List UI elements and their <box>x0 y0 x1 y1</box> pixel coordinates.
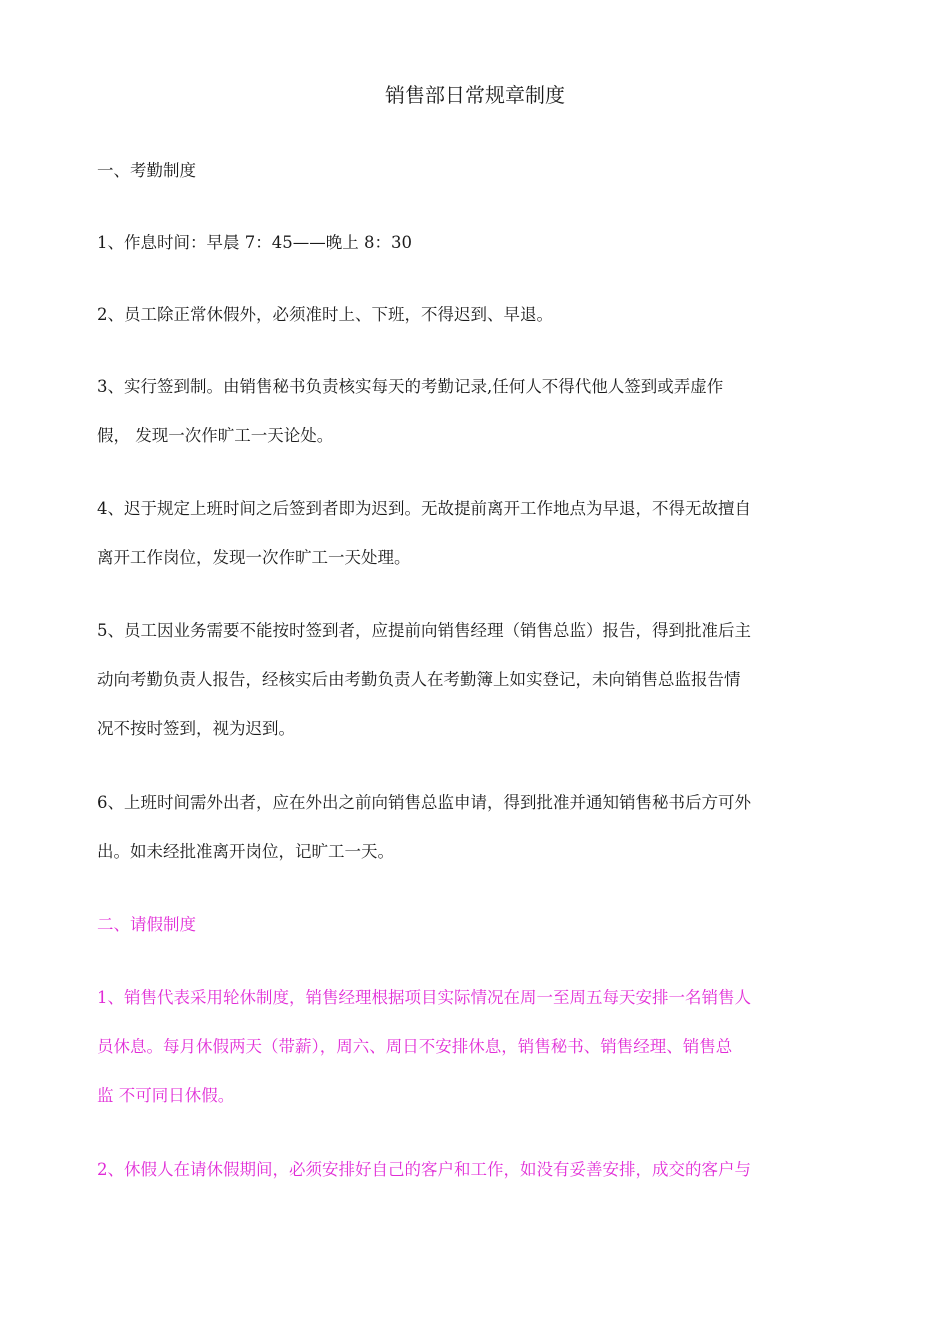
attendance-item-4 <box>97 484 857 582</box>
paragraph-line: 离开工作岗位，发现一次作旷工一天处理。 <box>97 548 411 567</box>
paragraph-line: 5、员工因业务需要不能按时签到者，应提前向销售经理（销售总监）报告，得到批准后主 <box>97 621 751 640</box>
paragraph-line: 动向考勤负责人报告，经核实后由考勤负责人在考勤簿上如实登记，未向销售总监报告情 <box>97 670 741 689</box>
leave-item-1 <box>97 973 857 1120</box>
paragraph-line: 出。如未经批准离开岗位，记旷工一天。 <box>97 842 394 861</box>
attendance-item-3 <box>97 362 857 460</box>
paragraph-line: 假， 发现一次作旷工一天论处。 <box>97 426 334 445</box>
paragraph-line: 况不按时签到，视为迟到。 <box>97 719 295 738</box>
section-heading-attendance: 一、考勤制度 <box>97 161 196 180</box>
attendance-item-1 <box>97 218 857 267</box>
attendance-item-5 <box>97 606 857 753</box>
paragraph-line: 2、员工除正常休假外，必须准时上、下班，不得迟到、早退。 <box>97 305 553 324</box>
leave-item-2 <box>97 1145 857 1194</box>
paragraph-line: 1、销售代表采用轮休制度，销售经理根据项目实际情况在周一至周五每天安排一名销售人 <box>97 988 751 1007</box>
attendance-item-6 <box>97 778 857 876</box>
paragraph-line: 4、迟于规定上班时间之后签到者即为迟到。无故提前离开工作地点为早退，不得无故擅自 <box>97 499 751 518</box>
paragraph-line: 6、上班时间需外出者，应在外出之前向销售总监申请，得到批准并通知销售秘书后方可外 <box>97 793 751 812</box>
attendance-item-2 <box>97 290 857 339</box>
paragraph-line: 3、实行签到制。由销售秘书负责核实每天的考勤记录,任何人不得代他人签到或弄虚作 <box>97 377 724 396</box>
section-heading-leave: 二、请假制度 <box>97 915 196 934</box>
paragraph-line: 监 不可同日休假。 <box>97 1086 235 1105</box>
paragraph-line: 1、作息时间：早晨 7：45——晚上 8：30 <box>97 233 412 252</box>
document-title: 销售部日常规章制度 <box>385 83 565 107</box>
paragraph-line: 2、休假人在请休假期间，必须安排好自己的客户和工作，如没有妥善安排，成交的客户与 <box>97 1160 751 1179</box>
paragraph-line: 员休息。每月休假两天（带薪），周六、周日不安排休息，销售秘书、销售经理、销售总 <box>97 1037 733 1056</box>
